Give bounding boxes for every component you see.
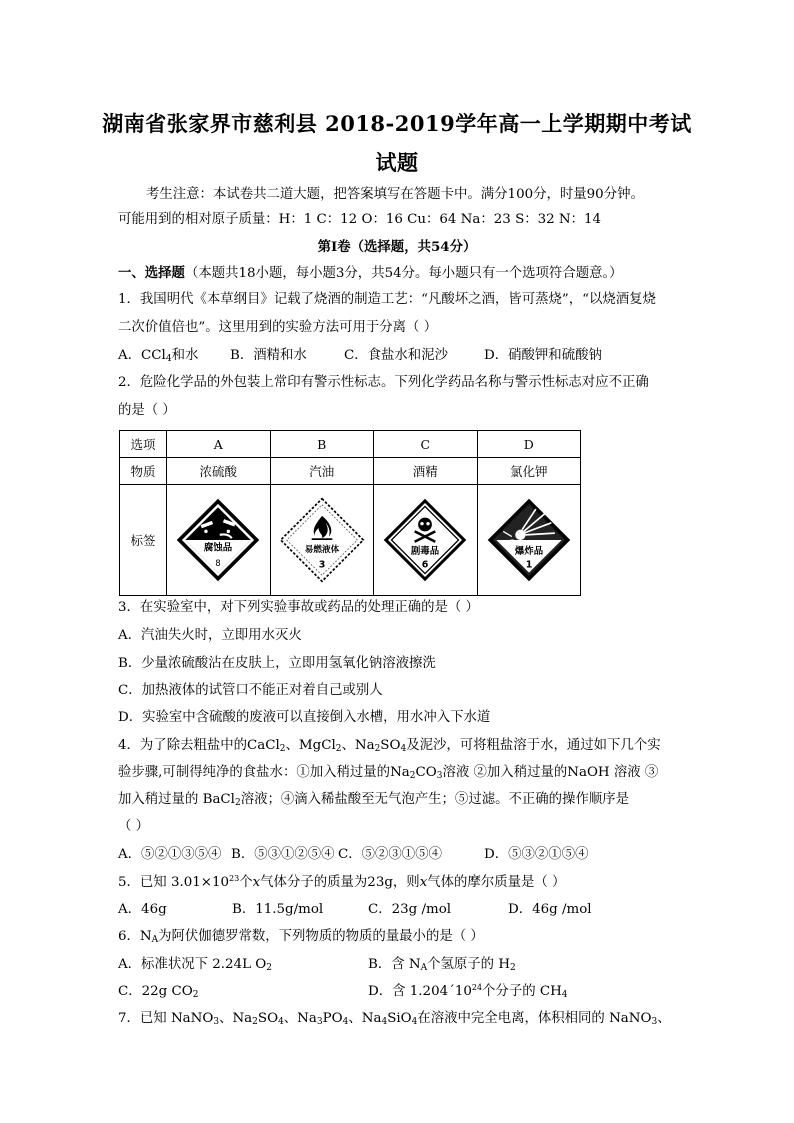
table-cell-substance-d: 氯化钾 (477, 458, 581, 485)
q4-options (118, 845, 678, 865)
q1-option-c: C．食盐水和泥沙 (344, 348, 448, 363)
q4-option-d: D．⑤③②①⑤④ (484, 847, 589, 862)
q7-stem-line1: 7．已知 NaNO$_3$、$Na_2SO_4$、$Na_3PO_4$、$Na_4SiO_4$在溶液中完全电离，体积相同的 NaNO$_3$、 (118, 1011, 671, 1027)
q3-option-c: C．加热液体的试管口不能正对着自己或别人 (118, 683, 383, 698)
q5-stem: 5．已知 $3.01\times 10^{23}$个x气体分子的质量为23g，则x气体的摩尔质量是（ ） (118, 874, 566, 890)
table-cell-letter-d: D (477, 431, 581, 458)
flammable-liquid-sign-icon (279, 497, 365, 583)
section-desc: （本题共18小题，每小题3分，共54分。每小题只有一个选项符合题意。） (184, 266, 623, 281)
table-row-substance (120, 458, 581, 485)
q6-stem: 6．$N_A$为阿伏伽德罗常数，下列物质的物质的量最小的是（ ） (118, 929, 484, 945)
table-cell-letter-c: C (374, 431, 478, 458)
q1-option-b: B．酒精和水 (230, 348, 307, 363)
q5-options (118, 900, 678, 920)
q4-option-c: C．⑤②③①⑤④ (338, 847, 442, 862)
q4-option-b: B．⑤③①②⑤④ (231, 847, 335, 862)
q3-option-d: D．实验室中含硫酸的废液可以直接倒入水槽，用水冲入下水道 (118, 710, 491, 725)
table-cell-sign-b (270, 485, 374, 596)
q4-stem-line1: 4．为了除去粗盐中的CaCl$_2$、MgCl$_2$、$Na_2SO_4$及泥沙，可将粗盐溶于水，通过如下几个实 (118, 738, 661, 754)
svg-text:易燃液体: 易燃液体 (304, 545, 339, 556)
table-row-label (120, 485, 581, 596)
q1-options (118, 346, 678, 366)
exam-title-line2: 试题 (375, 150, 419, 175)
svg-text:3: 3 (318, 559, 326, 571)
svg-text:6: 6 (421, 559, 429, 571)
toxic-sign-icon (382, 497, 468, 583)
q3-stem: 3．在实验室中，对下列实验事故或药品的处理正确的是（ ） (118, 600, 479, 615)
q6-option-a: A．标准状况下 2.24L $O_2$ (118, 957, 272, 973)
q6-option-b: B．含 $N_A$个氢原子的 $H_2$ (368, 957, 516, 973)
q6-options-row1 (118, 955, 678, 975)
q3-option-a: A．汽油失火时，立即用水灭火 (118, 628, 302, 643)
exam-notice: 考生注意：本试卷共二道大题，把答案填写在答题卡中。满分100分，时量90分钟。 (146, 187, 644, 202)
section-instructions (118, 263, 678, 284)
q1-stem-line2: 二次价值倍也”。这里用到的实验方法可用于分离（ ） (118, 320, 438, 335)
table-cell-sign-c (374, 485, 478, 596)
table-header-option: 选项 (120, 431, 167, 458)
q1-stem-line1: 1．我国明代《本草纲目》记载了烧酒的制造工艺：“凡酸坏之酒，皆可蒸烧”，“以烧酒复烧 (118, 292, 656, 307)
q4-stem-line2: 验步骤,可制得纯净的食盐水：①加入稍过量的$Na_2CO_3$溶液 ②加入稍过量的NaOH 溶液 ③ (118, 765, 659, 781)
corrosive-sign-icon (175, 497, 261, 583)
table-cell-letter-b: B (270, 431, 374, 458)
svg-text:8: 8 (215, 558, 221, 569)
section-head: 一、选择题 (118, 265, 185, 281)
svg-text:爆炸品: 爆炸品 (514, 545, 543, 557)
section-title: 第Ⅰ卷（选择题，共54分） (317, 239, 477, 255)
svg-text:1: 1 (525, 559, 533, 571)
table-cell-sign-a (167, 485, 271, 596)
q1-option-d: D．硝酸钾和硫酸钠 (484, 348, 602, 363)
q6-options-row2 (118, 982, 678, 1002)
svg-text:腐蚀品: 腐蚀品 (204, 542, 233, 554)
svg-text:剧毒品: 剧毒品 (411, 545, 440, 557)
table-cell-sign-d (477, 485, 581, 596)
table-cell-substance-c: 酒精 (374, 458, 478, 485)
q5-option-a: A．46g (118, 902, 167, 917)
q4-stem-line3: 加入稍过量的 BaCl$_2$溶液；④滴入稀盐酸至无气泡产生；⑤过滤。不正确的操作顺序是 (118, 792, 630, 808)
q5-option-c: C．23g /mol (368, 902, 452, 917)
q2-stem-line2: 的是（ ） (118, 403, 176, 418)
table-header-label: 标签 (120, 485, 167, 596)
q6-option-d: D．含 $1.204´10^{24}$个分子的 $CH_4$ (368, 983, 568, 1000)
q5-option-b: B．11.5g/mol (232, 902, 324, 917)
table-header-substance: 物质 (120, 458, 167, 485)
atomic-mass-line: 可能用到的相对原子质量：H：1 C：12 O：16 Cu：64 Na：23 S：32 N：14 (118, 212, 602, 227)
q3-option-b: B．少量浓硫酸沾在皮肤上，立即用氢氧化钠溶液擦洗 (118, 656, 436, 671)
table-cell-substance-a: 浓硫酸 (167, 458, 271, 485)
table-cell-substance-b: 汽油 (270, 458, 374, 485)
table-cell-letter-a: A (167, 431, 271, 458)
explosive-sign-icon (486, 497, 572, 583)
q4-option-a: A．⑤②①③⑤④ (118, 847, 222, 862)
exam-title-line1: 湖南省张家界市慈利县 2018-2019学年高一上学期期中考试 (102, 111, 692, 136)
q1-option-a: A．CCl$_4$和水 (118, 348, 199, 364)
hazard-label-table (119, 430, 581, 596)
q4-stem-line4: （ ） (118, 819, 150, 834)
q6-option-c: C．22g $CO_2$ (118, 984, 199, 1000)
table-row-option (120, 431, 581, 458)
q5-option-d: D．46g /mol (508, 902, 592, 917)
q2-stem-line1: 2．危险化学品的外包装上常印有警示性标志。下列化学药品名称与警示性标志对应不正确 (118, 375, 649, 390)
